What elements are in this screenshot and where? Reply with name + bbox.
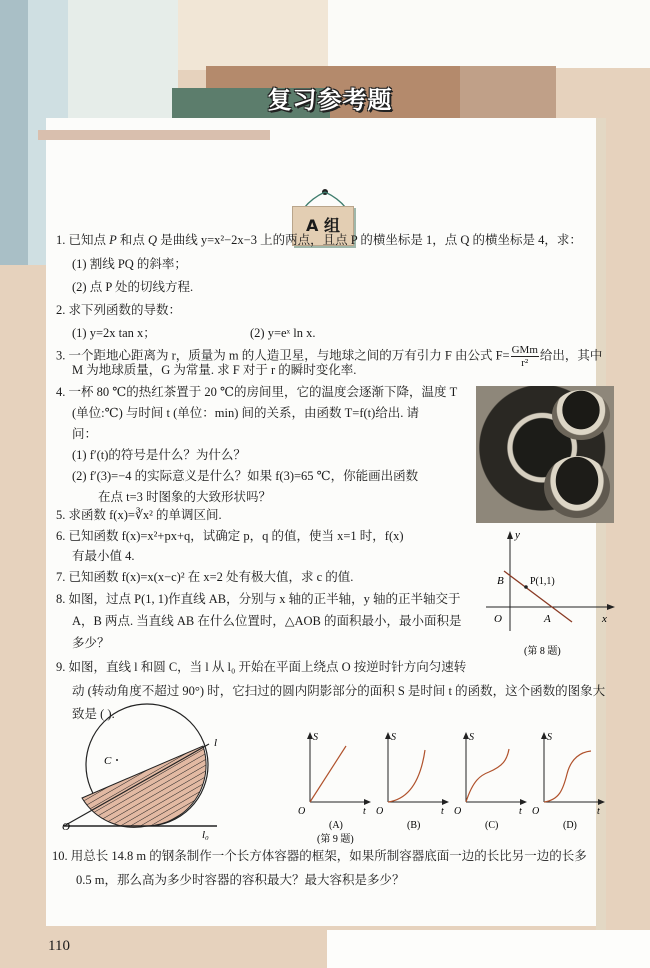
question-4-part-2: (2) f′(3)=−4 的实际意义是什么？如果 f(3)=65 ℃，你能画出函数 (72, 469, 419, 483)
t-axis-label: t (519, 806, 522, 817)
graph-a (298, 732, 371, 831)
s-axis-label: S (313, 732, 318, 743)
background-strip (0, 0, 28, 265)
question-2-part-2: (2) y=eˣ ln x. (250, 326, 316, 340)
page-number: 110 (48, 938, 70, 954)
question-4-part-2-cont: 在点 t=3 时图象的大致形状吗？ (98, 490, 272, 504)
question-8-line-1: 8. 如图，过点 P(1, 1)作直线 AB，分别与 x 轴的正半轴，y 轴的正半轴交于 (56, 592, 461, 606)
question-8-line-2: A，B 两点. 当直线 AB 在什么位置时，△AOB 的面积最小，最小面积是 (72, 614, 462, 628)
origin-label: O (454, 806, 462, 817)
y-axis-arrow-icon (507, 531, 513, 539)
origin-label: O (62, 821, 70, 833)
origin-label: O (298, 806, 306, 817)
option-a-label: (A) (329, 820, 343, 831)
question-4-line-3: 问： (72, 427, 98, 441)
question-7: 7. 已知函数 f(x)=x(x−c)² 在 x=2 处有极大值，求 c 的值. (56, 570, 354, 584)
question-4-line-1: 4. 一杯 80 ℃的热红茶置于 20 ℃的房间里，它的温度会逐渐下降，温度 T (56, 385, 458, 399)
question-2-part-1: (1) y=2x tan x； (72, 326, 156, 340)
figure-9-caption: (第 9 题) (317, 834, 354, 845)
line-l0-label: l₀ (202, 829, 209, 841)
t-axis-label: t (597, 806, 600, 817)
point-p (524, 585, 528, 589)
line-l-label: l (214, 737, 218, 749)
figure-8-caption: (第 8 题) (524, 646, 561, 657)
question-9-line-3: 致是 ( ). (72, 707, 115, 721)
t-axis-label: t (441, 806, 444, 817)
curve-d (544, 751, 591, 802)
point-a-label: A (544, 613, 551, 625)
graph-b (376, 732, 449, 831)
s-axis-label: S (469, 732, 474, 743)
question-10-line-2: 0.5 m，那么高为多少时容器的容积最大？最大容积是多少？ (76, 873, 405, 887)
question-2: 2. 求下列函数的导数： (56, 303, 182, 317)
panel-top-bar (38, 130, 270, 140)
s-axis-label: S (547, 732, 552, 743)
title-band (460, 66, 556, 118)
figure-8-diagram (484, 526, 618, 661)
x-label: x (602, 613, 607, 625)
circle-center-label: C (104, 755, 112, 767)
page-title: 复习参考题 (267, 86, 393, 114)
question-3-line-2: M 为地球质量，G 为常量. 求 F 对于 r 的瞬时变化率. (72, 363, 357, 377)
figure-9-circle-diagram (60, 722, 240, 841)
graph-d (532, 732, 605, 831)
question-1-part-2: (2) 点 P 处的切线方程. (72, 280, 194, 294)
point-p-label: P(1,1) (530, 576, 555, 587)
point-b-label: B (497, 575, 504, 587)
option-d-label: (D) (563, 820, 577, 831)
curve-c (466, 749, 509, 802)
question-4-part-1: (1) f′(t)的符号是什么？为什么？ (72, 448, 246, 462)
question-5: 5. 求函数 f(x)=∛x² 的单调区间. (56, 508, 222, 522)
option-b-label: (B) (407, 820, 421, 831)
question-4-line-2: (单位:℃) 与时间 t (单位：min) 间的关系，由函数 T=f(t)给出. 请 (72, 406, 420, 420)
curve-a (310, 746, 346, 802)
question-9-line-1: 9. 如图，直线 l 和圆 C，当 l 从 l₀ 开始在平面上绕点 O 按逆时针方向匀速转 (56, 660, 467, 674)
shaded-region (82, 746, 206, 827)
question-1-part-1: (1) 割线 PQ 的斜率； (72, 257, 187, 271)
question-3: 3. 一个距地心距离为 r，质量为 m 的人造卫星，与地球之间的万有引力 F 由公式 F= $\frac{\text{GMm}}{\text{r²}}$ 给出，其中 (56, 344, 603, 369)
question-9-line-2: 动 (转动角度不超过 90°) 时，它扫过的圆内阴影部分的面积 S 是时间 t 的函数，这个函数的图象大 (72, 684, 606, 698)
figure-9-option-graphs (295, 730, 605, 845)
s-axis-label: S (391, 732, 396, 743)
question-6-line-1: 6. 已知函数 f(x)=x²+px+q，试确定 p，q 的值，使当 x=1 时，f(x) (56, 529, 404, 543)
tea-cups-photo (476, 386, 614, 523)
background-strip (178, 0, 328, 70)
origin-label: O (376, 806, 384, 817)
curve-b (388, 750, 425, 802)
group-sign: A 组 (292, 206, 354, 246)
background-block (328, 0, 650, 68)
question-8-line-3: 多少？ (72, 636, 110, 650)
background-block (327, 930, 650, 968)
origin-label: O (494, 613, 502, 625)
question-10-line-1: 10. 用总长 14.8 m 的钢条制作一个长方体容器的框架，如果所制容器底面一边的长比另一边的长多 (52, 849, 587, 863)
t-axis-label: t (363, 806, 366, 817)
x-axis-arrow-icon (607, 604, 615, 610)
origin-label: O (532, 806, 540, 817)
question-1: 1. 已知点 P 和点 Q 是曲线 y=x²−2x−3 上的两点，且点 P 的横坐标是 1，点 Q 的横坐标是 4，求： (56, 233, 582, 247)
option-c-label: (C) (485, 820, 499, 831)
y-label: y (515, 529, 520, 541)
graph-c (454, 732, 527, 831)
question-6-line-2: 有最小值 4. (72, 549, 135, 563)
